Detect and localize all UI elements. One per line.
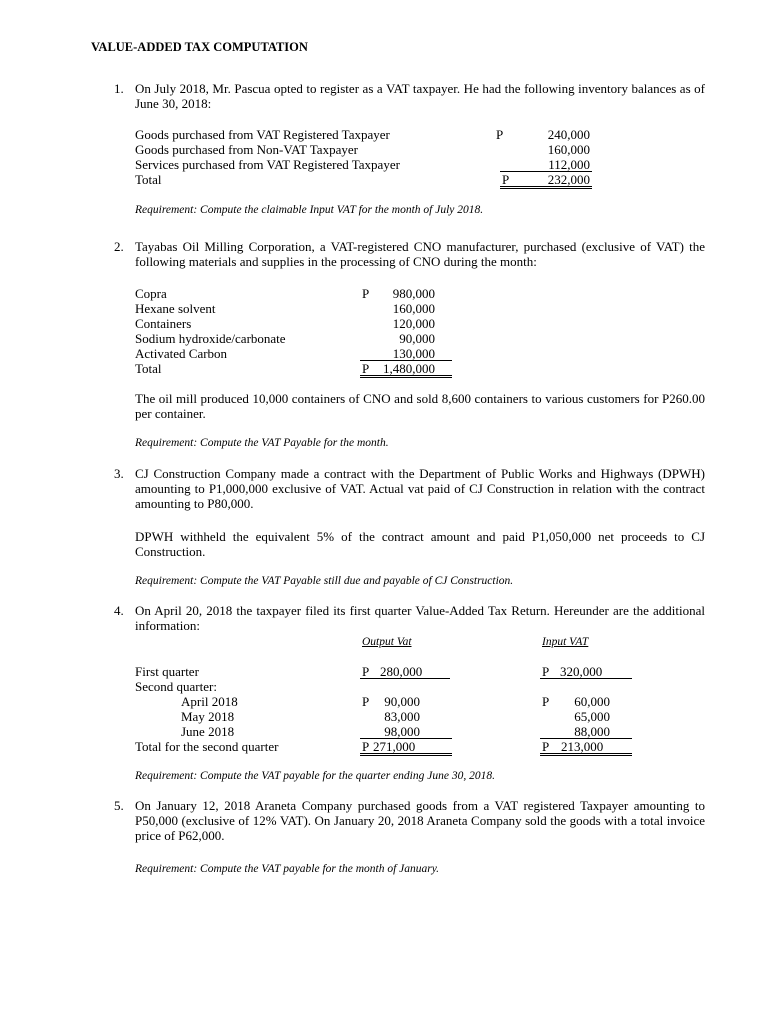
total-amount: 232,000 [547,172,590,187]
item-amount: 240,000 [547,127,590,142]
requirement: Requirement: Compute the VAT payable for the month of January. [135,863,440,875]
output-amount: 83,000 [384,709,420,724]
output-amount: 98,000 [384,724,420,739]
currency-symbol: P [362,664,370,679]
currency-symbol: P [542,664,550,679]
input-amount: 320,000 [560,664,603,679]
item-amount: 120,000 [392,316,435,331]
problem-number: 5. [114,798,124,813]
row-label: First quarter [135,664,199,679]
output-amount: 280,000 [380,664,423,679]
currency-symbol: P [502,172,510,187]
problem-text: On January 12, 2018 Araneta Company purchased goods from a VAT registered Taxpayer amounting to P50,000 (exclusive of 12% VAT). On January 20, 2018 Araneta Company sold the goods with a total invoice price of P62,000. [135,798,705,843]
total-label: Total for the second quarter [135,739,279,754]
item-amount: 112,000 [548,157,590,172]
item-label: Goods purchased from VAT Registered Taxpayer [135,127,390,142]
item-label: Goods purchased from Non-VAT Taxpayer [135,142,358,157]
requirement: Requirement: Compute the VAT Payable still due and payable of CJ Construction. [135,575,514,587]
column-header-input-vat: Input VAT [542,636,589,648]
total-label: Total [135,172,162,187]
currency-symbol: P [362,694,370,709]
currency-symbol: P [362,739,370,754]
currency-symbol: P [362,286,370,301]
month-label: May 2018 [181,709,235,724]
currency-symbol: P [542,739,550,754]
item-amount: 980,000 [392,286,435,301]
requirement: Requirement: Compute the claimable Input VAT for the month of July 2018. [135,204,484,216]
currency-symbol: P [496,127,504,142]
page-title: VALUE-ADDED TAX COMPUTATION [91,40,308,54]
item-amount: 160,000 [392,301,435,316]
total-input: 213,000 [561,739,604,754]
problem-text: Tayabas Oil Milling Corporation, a VAT-registered CNO manufacturer, purchased (exclusive of VAT) the following materials and supplies in the processing of CNO during the month: [135,239,705,269]
total-label: Total [135,361,162,376]
underline [540,678,632,679]
output-amount: 90,000 [384,694,420,709]
item-label: Sodium hydroxide/carbonate [135,331,286,346]
input-amount: 88,000 [574,724,610,739]
row-label: Second quarter: [135,679,217,694]
double-underline [540,753,632,756]
input-amount: 60,000 [574,694,610,709]
problem-text: On July 2018, Mr. Pascua opted to register as a VAT taxpayer. He had the following inventory balances as of June 30, 2018: [135,81,705,111]
month-label: April 2018 [181,694,238,709]
double-underline [360,375,452,378]
problem-number: 4. [114,603,124,618]
item-amount: 130,000 [392,346,435,361]
double-underline [500,186,592,189]
problem-text-2: DPWH withheld the equivalent 5% of the contract amount and paid P1,050,000 net proceeds to CJ Construction. [135,529,705,559]
problem-text-2: The oil mill produced 10,000 containers of CNO and sold 8,600 containers to various customers for P260.00 per container. [135,391,705,421]
problem-number: 2. [114,239,124,254]
item-label: Containers [135,316,192,331]
item-label: Hexane solvent [135,301,216,316]
item-amount: 90,000 [399,331,435,346]
problem-number: 3. [114,466,124,481]
item-label: Activated Carbon [135,346,228,361]
total-output: 271,000 [373,739,416,754]
item-amount: 160,000 [547,142,590,157]
input-amount: 65,000 [574,709,610,724]
month-label: June 2018 [181,724,235,739]
problem-number: 1. [114,81,124,96]
currency-symbol: P [362,361,370,376]
requirement: Requirement: Compute the VAT payable for the quarter ending June 30, 2018. [135,770,495,782]
problem-text: On April 20, 2018 the taxpayer filed its first quarter Value-Added Tax Return. Hereunder are the additional information: [135,603,705,633]
double-underline [360,753,452,756]
requirement: Requirement: Compute the VAT Payable for the month. [135,437,389,449]
total-amount: 1,480,000 [383,361,435,376]
item-label: Copra [135,286,167,301]
currency-symbol: P [542,694,550,709]
underline [360,678,450,679]
item-label: Services purchased from VAT Registered Taxpayer [135,157,400,172]
problem-text: CJ Construction Company made a contract with the Department of Public Works and Highways (DPWH) amounting to P1,000,000 exclusive of VAT. Actual vat paid of CJ Construction in relation with the contract amounting to P80,000. [135,466,705,511]
column-header-output-vat: Output Vat [362,636,412,648]
